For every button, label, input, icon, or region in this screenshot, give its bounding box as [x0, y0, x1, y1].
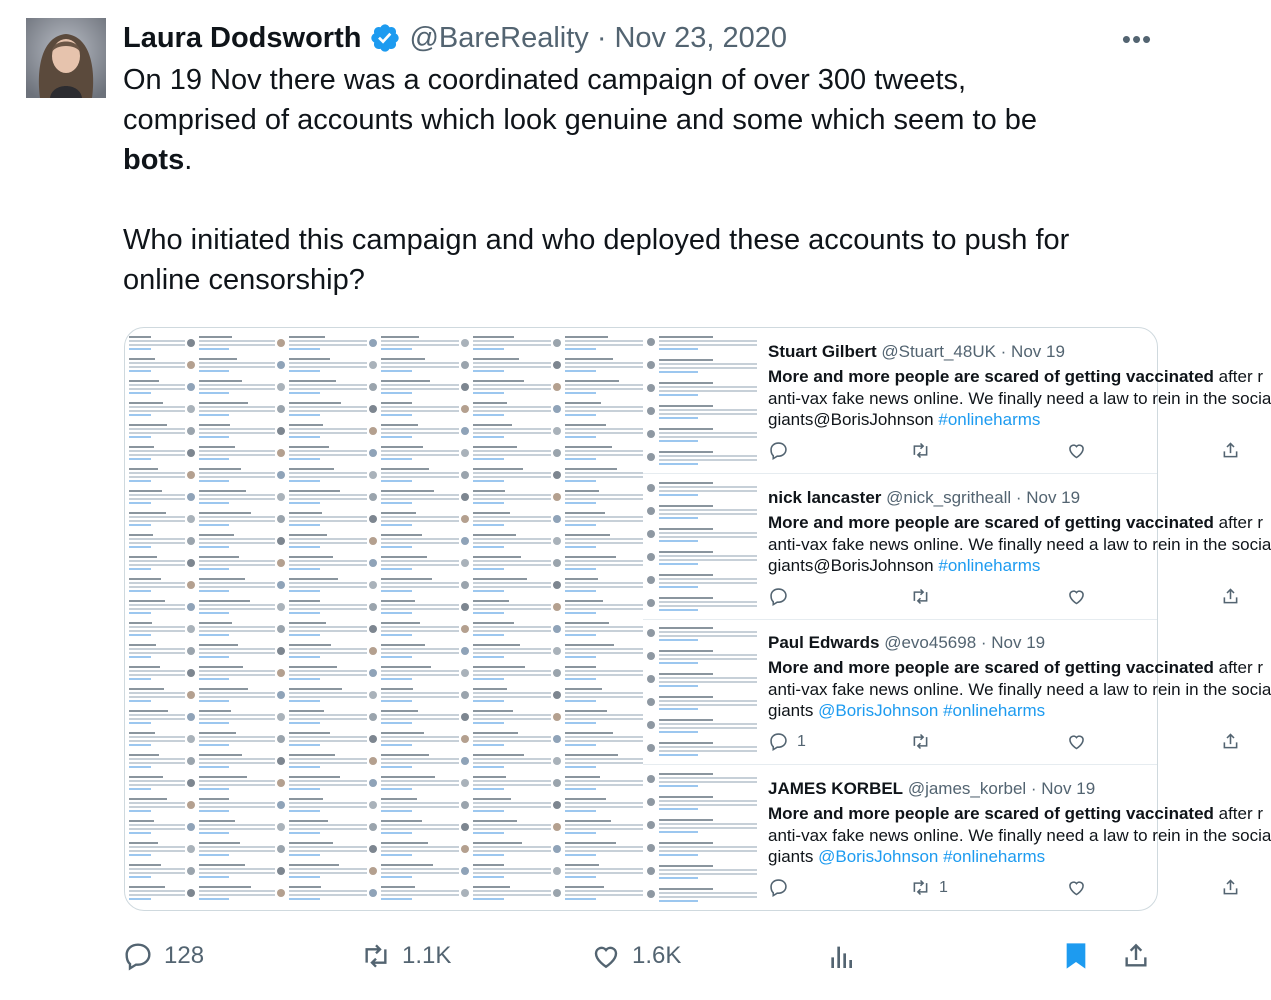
grid-mini-tweet [461, 534, 551, 556]
grid-mini-tweet [553, 798, 643, 820]
card-retweet-icon [910, 440, 939, 461]
tweet-cards [643, 328, 1271, 910]
mini-strip-row [647, 574, 757, 592]
card-reply-icon [768, 877, 797, 898]
like-count: 1.6K [632, 942, 682, 969]
like-icon [590, 940, 622, 972]
grid-mini-tweet [187, 842, 275, 864]
card-handle-date: @nick_sgritheall · Nov 19 [886, 488, 1081, 507]
grid-mini-tweet [369, 776, 459, 798]
grid-mini-tweet [129, 468, 185, 490]
card-retweet-icon [910, 586, 939, 607]
retweet-button[interactable] [360, 936, 451, 976]
grid-mini-tweet [277, 644, 367, 666]
card-author-name: Stuart Gilbert [768, 342, 877, 361]
grid-mini-tweet [553, 402, 643, 424]
grid-mini-tweet [187, 688, 275, 710]
grid-mini-tweet [277, 446, 367, 468]
reply-count: 128 [164, 942, 205, 969]
mini-tweet-strip [643, 328, 761, 473]
grid-mini-tweet [369, 380, 459, 402]
grid-mini-tweet [369, 732, 459, 754]
card-text-link: #onlineharms [938, 556, 1041, 575]
grid-mini-tweet [369, 864, 459, 886]
card-text-plain: giants [768, 701, 819, 720]
grid-mini-tweet [553, 776, 643, 798]
grid-mini-tweet [553, 644, 643, 666]
grid-mini-tweet [187, 666, 275, 688]
card-text-link: @BorisJohnson #onlineharms [818, 701, 1046, 720]
grid-mini-tweet [187, 490, 275, 512]
grid-mini-tweet [553, 358, 643, 380]
card-handle-date: @Stuart_48UK · Nov 19 [881, 342, 1065, 361]
grid-mini-tweet [277, 666, 367, 688]
grid-mini-tweet [129, 776, 185, 798]
grid-mini-tweet [129, 600, 185, 622]
verified-badge-icon [369, 22, 401, 54]
card-author-name: JAMES KORBEL [768, 779, 904, 798]
grid-mini-tweet [277, 798, 367, 820]
grid-mini-tweet [461, 710, 551, 732]
grid-mini-tweet [369, 842, 459, 864]
card-retweet-count: 1 [939, 878, 948, 896]
card-text-rest: after r [1213, 513, 1264, 532]
mini-strip-row [647, 336, 757, 354]
grid-mini-tweet [277, 820, 367, 842]
grid-mini-tweet [461, 556, 551, 578]
mini-strip-row [647, 451, 757, 469]
grid-mini-tweet [129, 336, 185, 358]
grid-mini-tweet [187, 336, 275, 358]
mini-strip-row [647, 428, 757, 446]
grid-mini-tweet [277, 336, 367, 358]
grid-mini-tweet [369, 402, 459, 424]
card-text-rest: after r [1213, 804, 1264, 823]
grid-column [125, 328, 185, 910]
tweet-text-line: online censorship? [123, 264, 365, 296]
grid-mini-tweet [461, 446, 551, 468]
grid-mini-tweet [461, 512, 551, 534]
card-share-icon [1220, 586, 1241, 607]
mini-strip-row [647, 865, 757, 883]
mini-strip-row [647, 819, 757, 837]
grid-mini-tweet [277, 358, 367, 380]
grid-mini-tweet [553, 468, 643, 490]
grid-mini-tweet [187, 622, 275, 644]
grid-mini-tweet [277, 600, 367, 622]
grid-mini-tweet [187, 468, 275, 490]
grid-mini-tweet [129, 886, 185, 908]
embedded-tweet-card [643, 328, 1271, 474]
card-header [768, 779, 1095, 799]
grid-mini-tweet [129, 622, 185, 644]
mini-strip-row [647, 696, 757, 714]
mini-tweet-strip [643, 619, 761, 764]
mini-strip-row [647, 405, 757, 423]
grid-mini-tweet [553, 754, 643, 776]
card-share-icon [1220, 440, 1241, 461]
grid-mini-tweet [369, 820, 459, 842]
grid-mini-tweet [129, 556, 185, 578]
grid-mini-tweet [277, 622, 367, 644]
card-text-line: anti-vax fake news online. We finally need a law to rein in the socia [768, 534, 1271, 554]
card-text-line: anti-vax fake news online. We finally need a law to rein in the socia [768, 825, 1271, 845]
grid-mini-tweet [187, 776, 275, 798]
grid-mini-tweet [369, 512, 459, 534]
mini-tweet-strip [643, 765, 761, 910]
grid-mini-tweet [129, 512, 185, 534]
grid-column [459, 328, 551, 910]
grid-mini-tweet [553, 864, 643, 886]
grid-mini-tweet [277, 424, 367, 446]
bookmark-icon [1060, 940, 1092, 972]
grid-mini-tweet [553, 710, 643, 732]
grid-mini-tweet [277, 556, 367, 578]
mini-strip-row [647, 359, 757, 377]
grid-mini-tweet [461, 798, 551, 820]
grid-mini-tweet [553, 886, 643, 908]
grid-mini-tweet [187, 864, 275, 886]
mini-strip-row [647, 673, 757, 691]
reply-button[interactable] [122, 936, 204, 976]
author-avatar[interactable] [26, 18, 106, 98]
grid-mini-tweet [461, 380, 551, 402]
card-actions [768, 877, 1157, 901]
grid-mini-tweet [129, 710, 185, 732]
grid-mini-tweet [461, 622, 551, 644]
embedded-tweet-card [643, 765, 1271, 910]
grid-mini-tweet [277, 842, 367, 864]
tweet-text-fragment: . [184, 144, 193, 176]
grid-mini-tweet [369, 886, 459, 908]
grid-mini-tweet [461, 732, 551, 754]
grid-mini-tweet [129, 424, 185, 446]
grid-mini-tweet [369, 710, 459, 732]
grid-mini-tweet [129, 380, 185, 402]
mini-strip-row [647, 505, 757, 523]
card-actions [768, 586, 1157, 610]
grid-mini-tweet [461, 666, 551, 688]
grid-mini-tweet [187, 380, 275, 402]
grid-mini-tweet [369, 468, 459, 490]
card-text-line: anti-vax fake news online. We finally need a law to rein in the socia [768, 679, 1271, 699]
grid-mini-tweet [129, 688, 185, 710]
grid-column [551, 328, 643, 910]
grid-mini-tweet [369, 754, 459, 776]
mini-strip-row [647, 597, 757, 615]
grid-mini-tweet [187, 358, 275, 380]
tweet-text-line: Who initiated this campaign and who deployed these accounts to push for [123, 224, 1070, 256]
grid-mini-tweet [461, 578, 551, 600]
mini-strip-row [647, 650, 757, 668]
card-text-bold: More and more people are scared of getting vaccinated [768, 804, 1214, 823]
grid-mini-tweet [553, 578, 643, 600]
card-reply-icon [768, 731, 806, 752]
grid-mini-tweet [369, 336, 459, 358]
mini-strip-row [647, 551, 757, 569]
mini-strip-row [647, 528, 757, 546]
grid-mini-tweet [553, 512, 643, 534]
grid-mini-tweet [187, 402, 275, 424]
author-name[interactable]: Laura Dodsworth [123, 21, 362, 54]
card-retweet-icon [910, 731, 939, 752]
tweet-text-line [123, 140, 1163, 180]
grid-mini-tweet [553, 820, 643, 842]
grid-mini-tweet [187, 798, 275, 820]
card-text [768, 657, 1271, 722]
grid-mini-tweet [369, 622, 459, 644]
card-author-name: nick lancaster [768, 488, 882, 507]
grid-mini-tweet [461, 336, 551, 358]
grid-mini-tweet [187, 556, 275, 578]
card-header [768, 488, 1080, 508]
grid-mini-tweet [461, 424, 551, 446]
grid-mini-tweet [461, 468, 551, 490]
grid-mini-tweet [461, 864, 551, 886]
reply-icon [122, 940, 154, 972]
grid-mini-tweet [553, 556, 643, 578]
grid-mini-tweet [277, 732, 367, 754]
grid-mini-tweet [277, 710, 367, 732]
grid-mini-tweet [277, 578, 367, 600]
more-options-icon[interactable]: ••• [1121, 23, 1153, 54]
card-reply-count: 1 [797, 732, 806, 750]
bold-word: bots [123, 144, 185, 176]
grid-mini-tweet [187, 644, 275, 666]
card-like-icon [1066, 731, 1087, 752]
grid-mini-tweet [461, 842, 551, 864]
attached-image[interactable] [124, 327, 1271, 911]
embedded-tweet-card [643, 619, 1271, 765]
grid-mini-tweet [553, 688, 643, 710]
grid-mini-tweet [369, 578, 459, 600]
card-text-link: @BorisJohnson #onlineharms [818, 847, 1046, 866]
grid-mini-tweet [129, 666, 185, 688]
grid-mini-tweet [277, 754, 367, 776]
card-header [768, 633, 1045, 653]
grid-mini-tweet [277, 468, 367, 490]
grid-mini-tweet [129, 820, 185, 842]
grid-mini-tweet [369, 446, 459, 468]
grid-mini-tweet [187, 710, 275, 732]
mini-strip-row [647, 773, 757, 791]
grid-mini-tweet [129, 842, 185, 864]
grid-mini-tweet [369, 600, 459, 622]
grid-mini-tweet [187, 424, 275, 446]
separator-dot: · [596, 21, 607, 54]
grid-mini-tweet [461, 644, 551, 666]
grid-mini-tweet [553, 666, 643, 688]
grid-mini-tweet [277, 886, 367, 908]
analytics-button[interactable] [826, 936, 858, 976]
mini-strip-row [647, 742, 757, 760]
retweet-count: 1.1K [402, 942, 452, 969]
card-like-icon [1066, 877, 1087, 898]
grid-mini-tweet [277, 380, 367, 402]
grid-mini-tweet [461, 886, 551, 908]
card-handle-date: @evo45698 · Nov 19 [884, 633, 1046, 652]
tweet-text [123, 60, 1163, 300]
grid-mini-tweet [187, 446, 275, 468]
card-text-rest: after r [1213, 658, 1264, 677]
mini-strip-row [647, 627, 757, 645]
analytics-icon [826, 940, 858, 972]
card-text-bold: More and more people are scared of getting vaccinated [768, 367, 1214, 386]
share-icon [1120, 940, 1152, 972]
mini-strip-row [647, 842, 757, 860]
grid-mini-tweet [553, 490, 643, 512]
mini-strip-row [647, 382, 757, 400]
card-text-line: anti-vax fake news online. We finally need a law to rein in the socia [768, 388, 1271, 408]
grid-mini-tweet [369, 666, 459, 688]
embedded-tweet-card [643, 474, 1271, 620]
mini-strip-row [647, 719, 757, 737]
grid-mini-tweet [277, 534, 367, 556]
grid-mini-tweet [553, 424, 643, 446]
mini-tweet-strip [643, 474, 761, 619]
card-text [768, 803, 1271, 868]
card-reply-icon [768, 586, 797, 607]
card-text-plain: giants [768, 847, 819, 866]
card-like-icon [1066, 586, 1087, 607]
tweet-text-line: On 19 Nov there was a coordinated campaign of over 300 tweets, [123, 64, 967, 96]
grid-mini-tweet [277, 688, 367, 710]
card-text [768, 366, 1271, 431]
grid-mini-tweet [277, 512, 367, 534]
grid-mini-tweet [187, 600, 275, 622]
grid-mini-tweet [277, 864, 367, 886]
card-text-plain: giants@BorisJohnson [768, 556, 939, 575]
grid-mini-tweet [369, 644, 459, 666]
card-reply-icon [768, 440, 797, 461]
grid-mini-tweet [553, 600, 643, 622]
retweet-icon [360, 940, 392, 972]
grid-mini-tweet [369, 798, 459, 820]
grid-mini-tweet [461, 490, 551, 512]
mini-strip-row [647, 796, 757, 814]
grid-mini-tweet [187, 534, 275, 556]
card-retweet-icon [910, 877, 948, 898]
grid-mini-tweet [369, 534, 459, 556]
grid-mini-tweet [369, 490, 459, 512]
grid-mini-tweet [461, 402, 551, 424]
grid-mini-tweet [129, 798, 185, 820]
grid-mini-tweet [277, 776, 367, 798]
share-button[interactable] [1120, 936, 1152, 976]
grid-column [185, 328, 275, 910]
grid-mini-tweet [369, 556, 459, 578]
grid-mini-tweet [187, 820, 275, 842]
grid-mini-tweet [187, 578, 275, 600]
grid-mini-tweet [553, 446, 643, 468]
grid-mini-tweet [553, 380, 643, 402]
grid-mini-tweet [277, 490, 367, 512]
grid-mini-tweet [277, 402, 367, 424]
grid-mini-tweet [553, 534, 643, 556]
grid-mini-tweet [553, 622, 643, 644]
grid-mini-tweet [187, 754, 275, 776]
tweet-actions-bar [122, 936, 1162, 976]
tweet-date[interactable]: Nov 23, 2020 [614, 21, 787, 54]
grid-mini-tweet [129, 446, 185, 468]
card-text-rest: after r [1213, 367, 1264, 386]
card-text-link: #onlineharms [938, 410, 1041, 429]
grid-mini-tweet [369, 424, 459, 446]
grid-mini-tweet [369, 688, 459, 710]
card-share-icon [1220, 731, 1241, 752]
card-like-icon [1066, 440, 1087, 461]
grid-mini-tweet [129, 732, 185, 754]
grid-mini-tweet [129, 864, 185, 886]
grid-mini-tweet [187, 732, 275, 754]
card-share-icon [1220, 877, 1241, 898]
grid-mini-tweet [461, 820, 551, 842]
grid-column [275, 328, 367, 910]
grid-mini-tweet [461, 358, 551, 380]
grid-mini-tweet [129, 402, 185, 424]
card-actions [768, 440, 1157, 464]
grid-mini-tweet [129, 754, 185, 776]
card-text [768, 512, 1271, 577]
grid-mini-tweet [461, 776, 551, 798]
tweet-header [123, 18, 787, 58]
grid-mini-tweet [187, 886, 275, 908]
grid-mini-tweet [129, 358, 185, 380]
author-handle[interactable]: @BareReality [409, 21, 589, 54]
grid-mini-tweet [461, 688, 551, 710]
card-text-plain: giants@BorisJohnson [768, 410, 939, 429]
card-actions [768, 731, 1157, 755]
bookmark-button[interactable] [1060, 936, 1092, 976]
card-author-name: Paul Edwards [768, 633, 880, 652]
grid-mini-tweet [553, 732, 643, 754]
grid-mini-tweet [187, 512, 275, 534]
grid-mini-tweet [553, 842, 643, 864]
like-button[interactable] [590, 936, 681, 976]
tweet-text-line: comprised of accounts which look genuine and some which seem to be [123, 104, 1038, 136]
card-text-bold: More and more people are scared of getting vaccinated [768, 658, 1214, 677]
mini-strip-row [647, 888, 757, 906]
tweet-grid-thumbnail [125, 328, 643, 910]
mini-strip-row [647, 482, 757, 500]
grid-mini-tweet [369, 358, 459, 380]
grid-mini-tweet [129, 578, 185, 600]
grid-mini-tweet [129, 534, 185, 556]
grid-mini-tweet [129, 644, 185, 666]
grid-mini-tweet [461, 754, 551, 776]
grid-mini-tweet [553, 336, 643, 358]
grid-mini-tweet [461, 600, 551, 622]
card-header [768, 342, 1065, 362]
grid-column [367, 328, 459, 910]
grid-mini-tweet [129, 490, 185, 512]
card-text-bold: More and more people are scared of getting vaccinated [768, 513, 1214, 532]
card-handle-date: @james_korbel · Nov 19 [907, 779, 1096, 798]
